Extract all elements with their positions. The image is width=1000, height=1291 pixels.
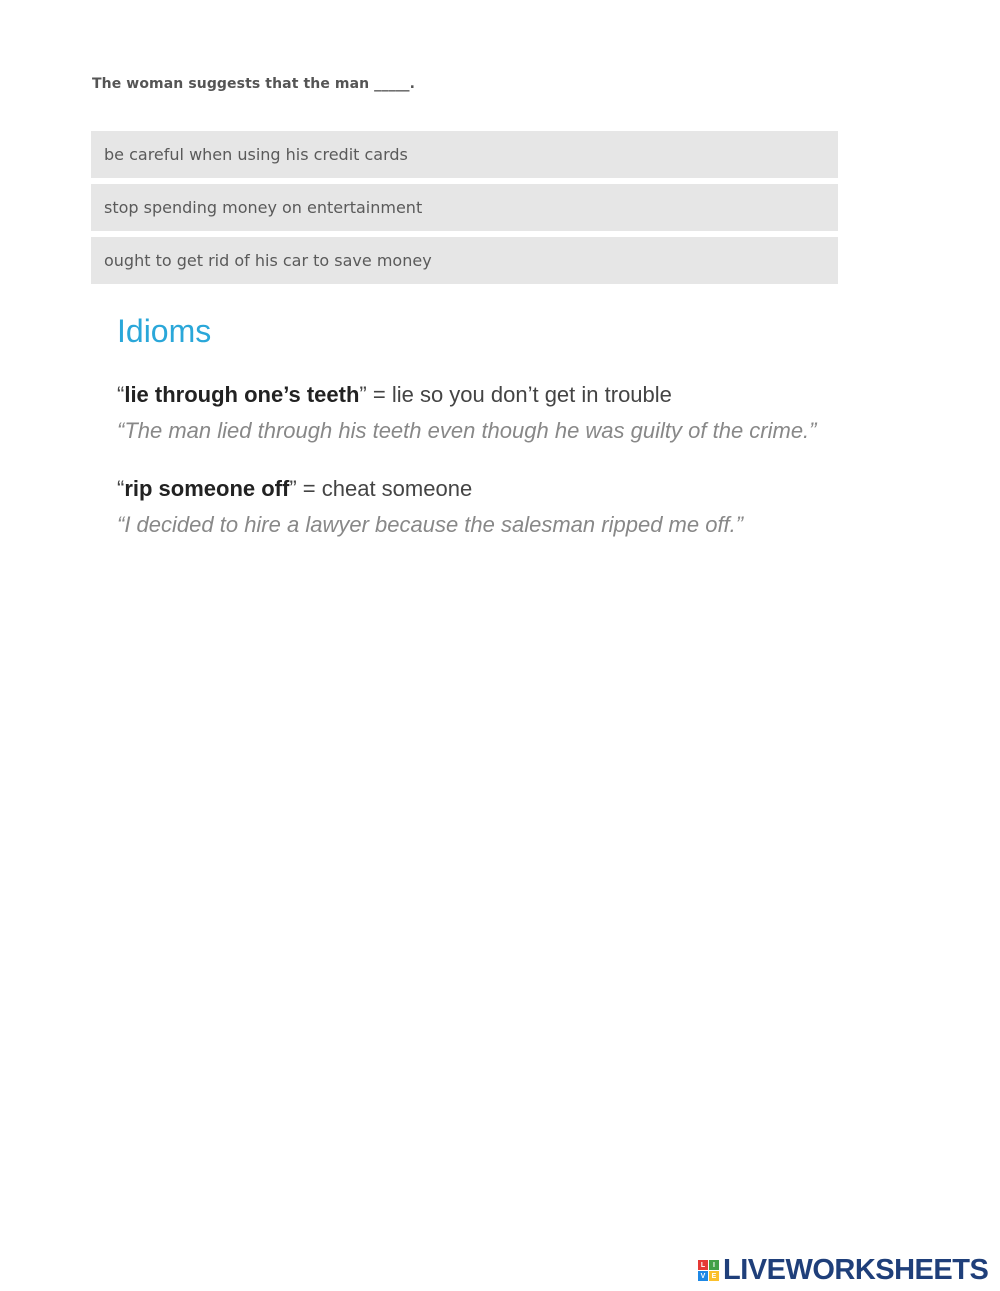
open-quote: “ (117, 476, 125, 501)
close-quote: ” (359, 382, 367, 407)
idiom-entry-1 (117, 382, 817, 444)
logo-squares-icon (698, 1260, 719, 1281)
close-quote: ” (289, 476, 297, 501)
answer-options (91, 131, 838, 290)
answer-option-3[interactable]: ought to get rid of his car to save money (91, 237, 838, 284)
logo-square-i: I (709, 1260, 719, 1270)
logo-text: LIVEWORKSHEETS (723, 1254, 989, 1286)
idiom-entry-2 (117, 476, 743, 538)
question-text: The woman suggests that the man _____. (92, 76, 416, 92)
idioms-title: Idioms (117, 313, 212, 349)
open-quote: “ (117, 382, 125, 407)
idiom-definition-line (117, 382, 817, 408)
idiom-definition-line (117, 476, 743, 502)
logo-square-v: V (698, 1271, 708, 1281)
idiom-definition: = cheat someone (296, 476, 473, 501)
answer-option-2[interactable]: stop spending money on entertainment (91, 184, 838, 231)
idiom-example: “I decided to hire a lawyer because the salesman ripped me off.” (117, 512, 744, 537)
logo-square-l: L (698, 1260, 708, 1270)
answer-option-1[interactable]: be careful when using his credit cards (91, 131, 838, 178)
liveworksheets-logo (698, 1254, 988, 1287)
idiom-example: “The man lied through his teeth even though he was guilty of the crime.” (117, 418, 817, 443)
idiom-phrase: lie through one’s teeth (124, 382, 360, 407)
logo-square-e: E (709, 1271, 719, 1281)
idiom-phrase: rip someone off (124, 476, 290, 501)
idiom-definition: = lie so you don’t get in trouble (366, 382, 672, 407)
